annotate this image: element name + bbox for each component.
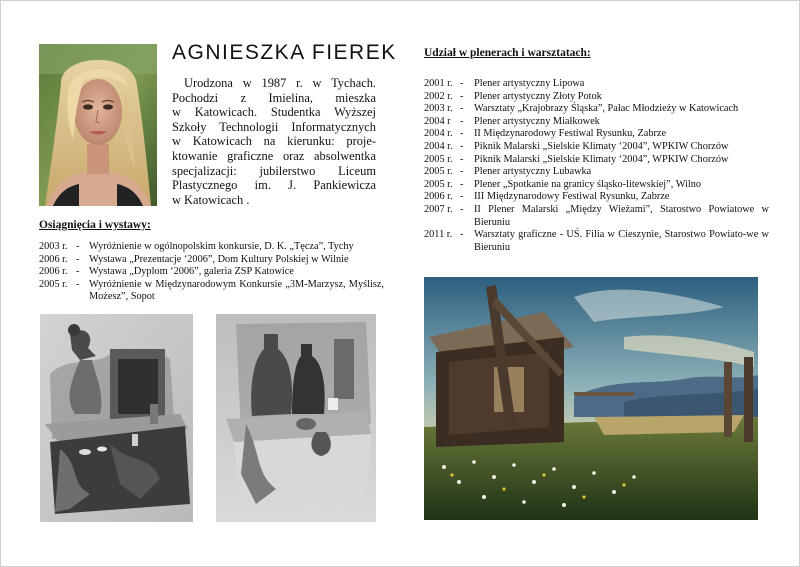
item-text: Plener artystyczny Złoty Potok xyxy=(474,90,602,102)
item-dash: - xyxy=(460,90,464,102)
item-dash: - xyxy=(460,229,464,241)
item-dash: - xyxy=(460,203,464,215)
list-item xyxy=(424,103,769,116)
item-year: 2003 r. xyxy=(39,241,68,252)
item-dash: - xyxy=(76,266,80,278)
item-year: 2011 r. xyxy=(424,229,453,241)
charcoal-still-life-1 xyxy=(40,314,193,522)
item-year: 2001 r. xyxy=(424,78,453,89)
bio-line: w Katowicach. Studentka Wyższej xyxy=(172,105,376,120)
item-text: Wystawa „Prezentacje ‘2006”, Dom Kultury Polskiej w Wilnie xyxy=(89,253,349,265)
list-item xyxy=(424,191,769,204)
painting-image xyxy=(424,277,758,520)
list-item xyxy=(424,229,769,254)
list-item xyxy=(424,179,769,192)
achievements-heading: Osiągnięcia i wystawy: xyxy=(39,219,151,231)
item-year: 2006 r. xyxy=(39,253,68,265)
item-dash: - xyxy=(76,278,80,290)
item-dash: - xyxy=(460,191,464,203)
list-item xyxy=(39,254,384,267)
item-year: 2004 r. xyxy=(424,128,453,140)
sketch-image xyxy=(40,314,193,522)
list-item xyxy=(39,241,384,254)
achievements-list xyxy=(39,241,384,304)
bio-line: w Katowicach . xyxy=(172,192,250,207)
workshops-heading: Udział w plenerach i warsztatach: xyxy=(424,47,591,59)
item-dash: - xyxy=(460,128,464,140)
bio-line: Szkoły Technologii Informatycznych xyxy=(172,119,376,134)
charcoal-still-life-2 xyxy=(216,314,376,522)
item-year: 2003 r. xyxy=(424,103,453,115)
item-text: Warsztaty „Krajobrazy Śląska”, Pałac Młodzieży w Katowicach xyxy=(474,103,739,115)
list-item xyxy=(39,279,384,304)
portrait-image xyxy=(39,44,157,206)
item-year: 2006 r. xyxy=(424,191,453,203)
item-dash: - xyxy=(460,153,464,165)
item-dash: - xyxy=(460,103,464,115)
item-year: 2005 r. xyxy=(39,278,68,290)
item-text: II Międzynarodowy Festiwal Rysunku, Zabrze xyxy=(474,128,667,140)
list-item xyxy=(424,91,769,104)
item-dash: - xyxy=(460,166,464,178)
item-text: Wystawa „Dyplom ‘2006”, galeria ZSP Katowice xyxy=(89,266,294,278)
list-item xyxy=(424,141,769,154)
item-text: Piknik Malarski „Sielskie Klimaty ‘2004”, WPKIW Chorzów xyxy=(474,140,729,152)
workshops-list xyxy=(424,78,769,254)
item-dash: - xyxy=(76,253,80,265)
artist-name: AGNIESZKA FIEREK xyxy=(172,41,397,64)
item-text: Plener artystyczny Lipowa xyxy=(474,78,585,89)
item-year: 2004 r xyxy=(424,115,451,127)
item-dash: - xyxy=(460,115,464,127)
artist-portrait xyxy=(39,44,157,206)
bio-line: Plastycznego im. J. Pankiewicza xyxy=(172,178,376,193)
item-text: Wyróżnienie w Międzynarodowym Konkursie „3M-Marzysz, Myślisz, Możesz”, Sopot xyxy=(89,278,384,303)
item-year: 2007 r. xyxy=(424,203,453,215)
item-dash: - xyxy=(460,78,464,89)
item-text: III Międzynarodowy Festiwal Rysunku, Zabrze xyxy=(474,191,670,203)
item-year: 2004 r. xyxy=(424,140,453,152)
item-text: Wyróżnienie w ogólnopolskim konkursie, D. K. „Tęcza”, Tychy xyxy=(89,241,354,252)
item-year: 2005 r. xyxy=(424,178,453,190)
item-dash: - xyxy=(76,241,80,252)
sketch-image xyxy=(216,314,376,522)
bio-line: specjalizacji: jubilerstwo Liceum xyxy=(172,163,376,178)
item-dash: - xyxy=(460,140,464,152)
list-item xyxy=(39,266,384,279)
bio-line: Urodzona w 1987 r. w Tychach. xyxy=(184,76,376,90)
list-item xyxy=(424,166,769,179)
list-item xyxy=(424,78,769,91)
item-year: 2005 r. xyxy=(424,153,453,165)
list-item xyxy=(424,116,769,129)
item-text: Plener „Spotkanie na granicy śląsko-litewskiej”, Wilno xyxy=(474,178,702,190)
item-dash: - xyxy=(460,178,464,190)
bio-line: Pochodzi z Imielina, mieszka xyxy=(172,90,376,105)
item-text: Plener artystyczny Lubawka xyxy=(474,166,592,178)
list-item xyxy=(424,128,769,141)
item-text: Piknik Malarski „Sielskie Klimaty ‘2004”, WPKIW Chorzów xyxy=(474,153,729,165)
bio-line: w Katowicach na kierunku: proje- xyxy=(172,134,376,149)
item-year: 2006 r. xyxy=(39,266,68,278)
list-item xyxy=(424,204,769,229)
bio-line: ktowanie graficzne oraz absolwentka xyxy=(172,148,376,163)
item-text: Plener artystyczny Miałkowek xyxy=(474,115,600,127)
item-text: Warsztaty graficzne - UŚ. Filia w Cieszynie, Starostwo Powiato-we w Bieruniu xyxy=(474,229,769,253)
landscape-painting xyxy=(424,277,758,520)
item-year: 2002 r. xyxy=(424,90,453,102)
list-item xyxy=(424,154,769,167)
item-text: II Plener Malarski „Między Wieżami”, Starostwo Powiatowe w Bieruniu xyxy=(474,203,769,228)
artist-bio xyxy=(172,76,376,207)
item-year: 2005 r. xyxy=(424,166,453,178)
